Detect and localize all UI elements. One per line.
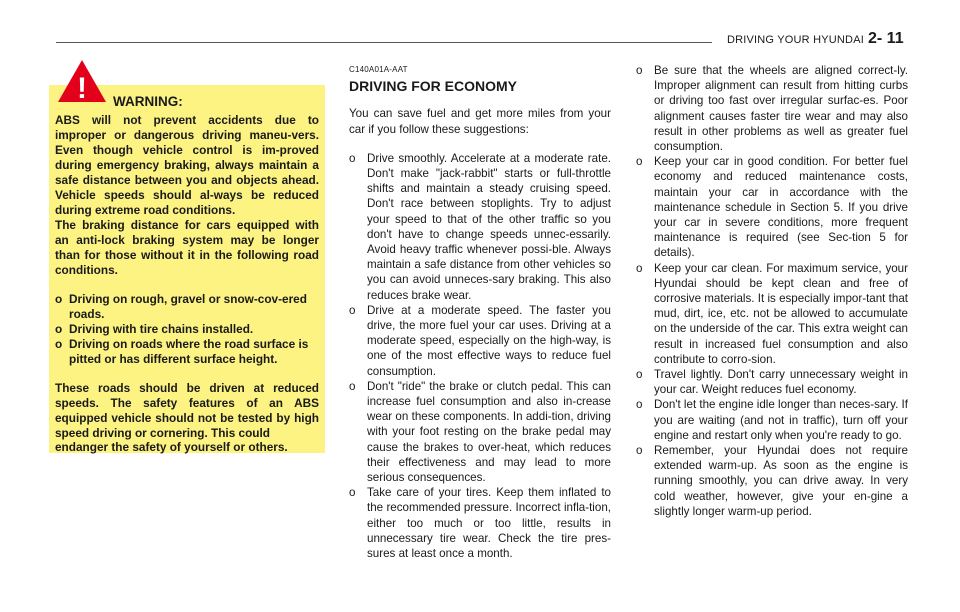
economy-tip-text: Drive at a moderate speed. The faster you drive, the more fuel your car uses. Driving at a moderate speed, especially on the high-way, is one of the most effective ways to reduce fuel consumption. bbox=[367, 303, 611, 378]
bullet-marker: o bbox=[349, 303, 356, 317]
abs-warning-box bbox=[49, 85, 325, 453]
warning-bullet-text: Driving on rough, gravel or snow-cov-ered roads. bbox=[69, 292, 307, 321]
economy-tip bbox=[349, 379, 611, 485]
bullet-marker: o bbox=[636, 155, 643, 169]
warning-triangle-icon bbox=[56, 58, 108, 104]
economy-tip-text: Travel lightly. Don't carry unnecessary weight in your car. Weight reduces fuel economy. bbox=[654, 368, 908, 397]
economy-tip bbox=[349, 303, 611, 379]
economy-tip bbox=[636, 443, 908, 519]
economy-tip bbox=[636, 63, 908, 154]
bullet-marker: o bbox=[55, 337, 63, 351]
warning-overflow-line: endanger the safety of yourself or others. bbox=[55, 440, 288, 454]
warning-bullet bbox=[55, 292, 319, 322]
economy-tip-text: Don't let the engine idle longer than neces-sary. If you are waiting (and not in traffic), turn off your engine and restart only when you're ready to go. bbox=[654, 398, 908, 442]
bullet-marker: o bbox=[349, 486, 356, 500]
section-code: C140A01A-AAT bbox=[349, 65, 408, 74]
bullet-marker: o bbox=[349, 151, 356, 165]
economy-tip bbox=[349, 485, 611, 561]
warning-bullet bbox=[55, 337, 319, 367]
economy-tip-text: Drive smoothly. Accelerate at a moderate rate. Don't make "jack-rabbit" starts or full-throttle shifts and maintain a steady cruising speed. Don't race between stoplights. Try to adjust your speed to that of the other traffic so you don't have to change speeds unnec-essarily. Avoid heavy traffic whenever possi-ble. Always maintain a safe distance from other vehicles so you can avoid unneces-sary braking. This also reduces brake wear. bbox=[367, 151, 611, 302]
bullet-marker: o bbox=[636, 398, 643, 412]
economy-intro: You can save fuel and get more miles from your car if you follow these suggestions: bbox=[349, 107, 611, 136]
warning-title: WARNING: bbox=[113, 94, 183, 109]
economy-column-left bbox=[349, 62, 611, 561]
economy-column-right bbox=[636, 63, 908, 519]
economy-tip-text: Be sure that the wheels are aligned correct-ly. Improper alignment can result from hitting curbs or driving too fast over irregular surfac-es. Poor alignment causes faster tire wear and may also result in other problems as well as greater fuel consumption. bbox=[654, 64, 908, 154]
economy-tip-text: Take care of your tires. Keep them inflated to the recommended pressure. Incorrect infla-tion, either too much or too little, results in unnecessary tire wear. Check the tire pres-sures at least once a month. bbox=[367, 486, 611, 561]
economy-tip bbox=[349, 151, 611, 303]
warning-bullet-text: Driving on roads where the road surface is pitted or has different surface height. bbox=[69, 337, 309, 366]
economy-tip-text: Remember, your Hyundai does not require extended warm-up. As soon as the engine is running smoothly, you can drive away. In very cold weather, however, give your en-gine a slightly longer warm-up period. bbox=[654, 444, 908, 518]
economy-tip-text: Don't "ride" the brake or clutch pedal. This can increase fuel consumption and also in-crease wear on these components. In addi-tion, driving with your foot resting on the brake pedal may cause the brakes to over-heat, which reduces their effectiveness and may lead to more serious consequences. bbox=[367, 379, 611, 485]
page-number: 2- 11 bbox=[868, 30, 904, 47]
section-title: DRIVING FOR ECONOMY bbox=[349, 78, 518, 95]
warning-paragraph-2: The braking distance for cars equipped with an anti-lock braking system may be longer than for those without it in the following road conditions. bbox=[55, 218, 319, 277]
warning-exclamation: ! bbox=[77, 72, 87, 104]
warning-paragraph-3: These roads should be driven at reduced speeds. The safety features of an ABS equipped vehicle should not be tested by high speed driving or cornering. This could bbox=[55, 381, 319, 440]
warning-bullet-text: Driving with tire chains installed. bbox=[69, 322, 254, 336]
economy-tip bbox=[636, 154, 908, 260]
economy-tip-text: Keep your car clean. For maximum service, your Hyundai should be kept clean and free of corrosive materials. It is especially impor-tant that mud, dirt, ice, etc. not be allowed to accumulate on the underside of the car. This extra weight can result in increased fuel consumption and also contribute to corro-sion. bbox=[654, 261, 908, 366]
bullet-marker: o bbox=[349, 379, 356, 393]
bullet-marker: o bbox=[55, 322, 63, 336]
header-rule bbox=[56, 42, 712, 43]
bullet-marker: o bbox=[636, 261, 643, 275]
bullet-marker: o bbox=[636, 444, 643, 458]
economy-tip-text: Keep your car in good condition. For better fuel economy and reduced maintenance costs, maintain your car in accordance with the maintenance schedule in Section 5. If you drive your car in severe conditions, more frequent maintenance is required (see Sec-tion 5 for details). bbox=[654, 155, 908, 260]
warning-bullet bbox=[55, 322, 319, 337]
economy-tip bbox=[636, 367, 908, 397]
bullet-marker: o bbox=[636, 64, 643, 77]
warning-paragraph-1: ABS will not prevent accidents due to improper or dangerous driving maneu-vers. Even though vehicle control is im-proved during emergency braking, always maintain a safe distance between you and objects ahead. Vehicle speeds should al-ways be reduced during extreme road conditions. bbox=[55, 113, 319, 217]
economy-tip bbox=[636, 261, 908, 367]
economy-tip bbox=[636, 397, 908, 443]
bullet-marker: o bbox=[636, 368, 643, 382]
running-header-title: DRIVING YOUR HYUNDAI bbox=[726, 34, 864, 46]
bullet-marker: o bbox=[55, 292, 63, 306]
